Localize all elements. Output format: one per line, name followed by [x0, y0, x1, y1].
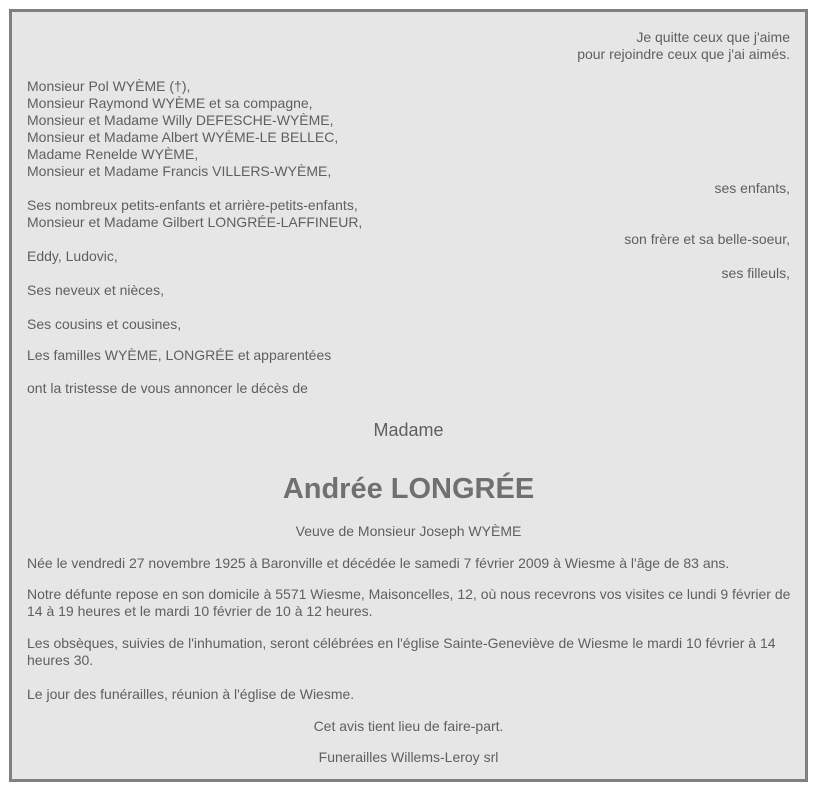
families-line: Les familles WYÈME, LONGRÉE et apparentées	[27, 347, 332, 363]
birth-death-paragraph: Née le vendredi 27 novembre 1925 à Baronville et décédée le samedi 7 février 2009 à Wiesme à l'âge de 83 ans.	[27, 555, 730, 571]
widow-of-line: Veuve de Monsieur Joseph WYÈME	[295, 523, 522, 539]
family-child-2: Monsieur Raymond WYÈME et sa compagne,	[27, 95, 313, 111]
family-child-3: Monsieur et Madame Willy DEFESCHE-WYÈME,	[27, 112, 334, 128]
godchildren-role: ses filleuls,	[721, 265, 790, 281]
family-child-5: Madame Renelde WYÈME,	[27, 146, 199, 162]
funeral-paragraph: Les obsèques, suivies de l'inhumation, seront célébrées en l'église Sainte-Geneviève de Wiesme le mardi 10 février à 14 heures 30.	[27, 635, 776, 668]
brother-role: son frère et sa belle-soeur,	[624, 231, 790, 247]
family-child-1: Monsieur Pol WYÈME (†),	[27, 78, 191, 94]
grandchildren-line: Ses nombreux petits-enfants et arrière-petits-enfants,	[27, 197, 358, 213]
rest-paragraph: Notre défunte repose en son domicile à 5571 Wiesme, Maisoncelles, 12, où nous recevrons vos visites ce lundi 9 février de 14 à 19 heures et le mardi 10 février de 10 à 12 heures.	[27, 586, 791, 619]
godchildren-line: Eddy, Ludovic,	[27, 248, 118, 264]
children-role: ses enfants,	[714, 180, 790, 196]
obituary-card	[9, 9, 808, 782]
quote-line-2: pour rejoindre ceux que j'ai aimés.	[577, 46, 790, 62]
family-child-4: Monsieur et Madame Albert WYÈME-LE BELLEC,	[27, 129, 339, 145]
announce-line: ont la tristesse de vous annoncer le décès de	[27, 380, 308, 396]
deceased-title: Madame	[373, 420, 444, 440]
undertaker-line: Funerailles Willems-Leroy srl	[318, 749, 499, 765]
family-child-6: Monsieur et Madame Francis VILLERS-WYÈME,	[27, 163, 332, 179]
deceased-name: Andrée LONGRÉE	[282, 473, 535, 505]
quote-line-1: Je quitte ceux que j'aime	[636, 29, 790, 45]
meeting-paragraph: Le jour des funérailles, réunion à l'église de Wiesme.	[27, 686, 355, 702]
notice-line: Cet avis tient lieu de faire-part.	[313, 718, 504, 734]
brother-line: Monsieur et Madame Gilbert LONGRÉE-LAFFINEUR,	[27, 214, 363, 230]
nephews-line: Ses neveux et nièces,	[27, 282, 164, 298]
cousins-line: Ses cousins et cousines,	[27, 316, 182, 332]
